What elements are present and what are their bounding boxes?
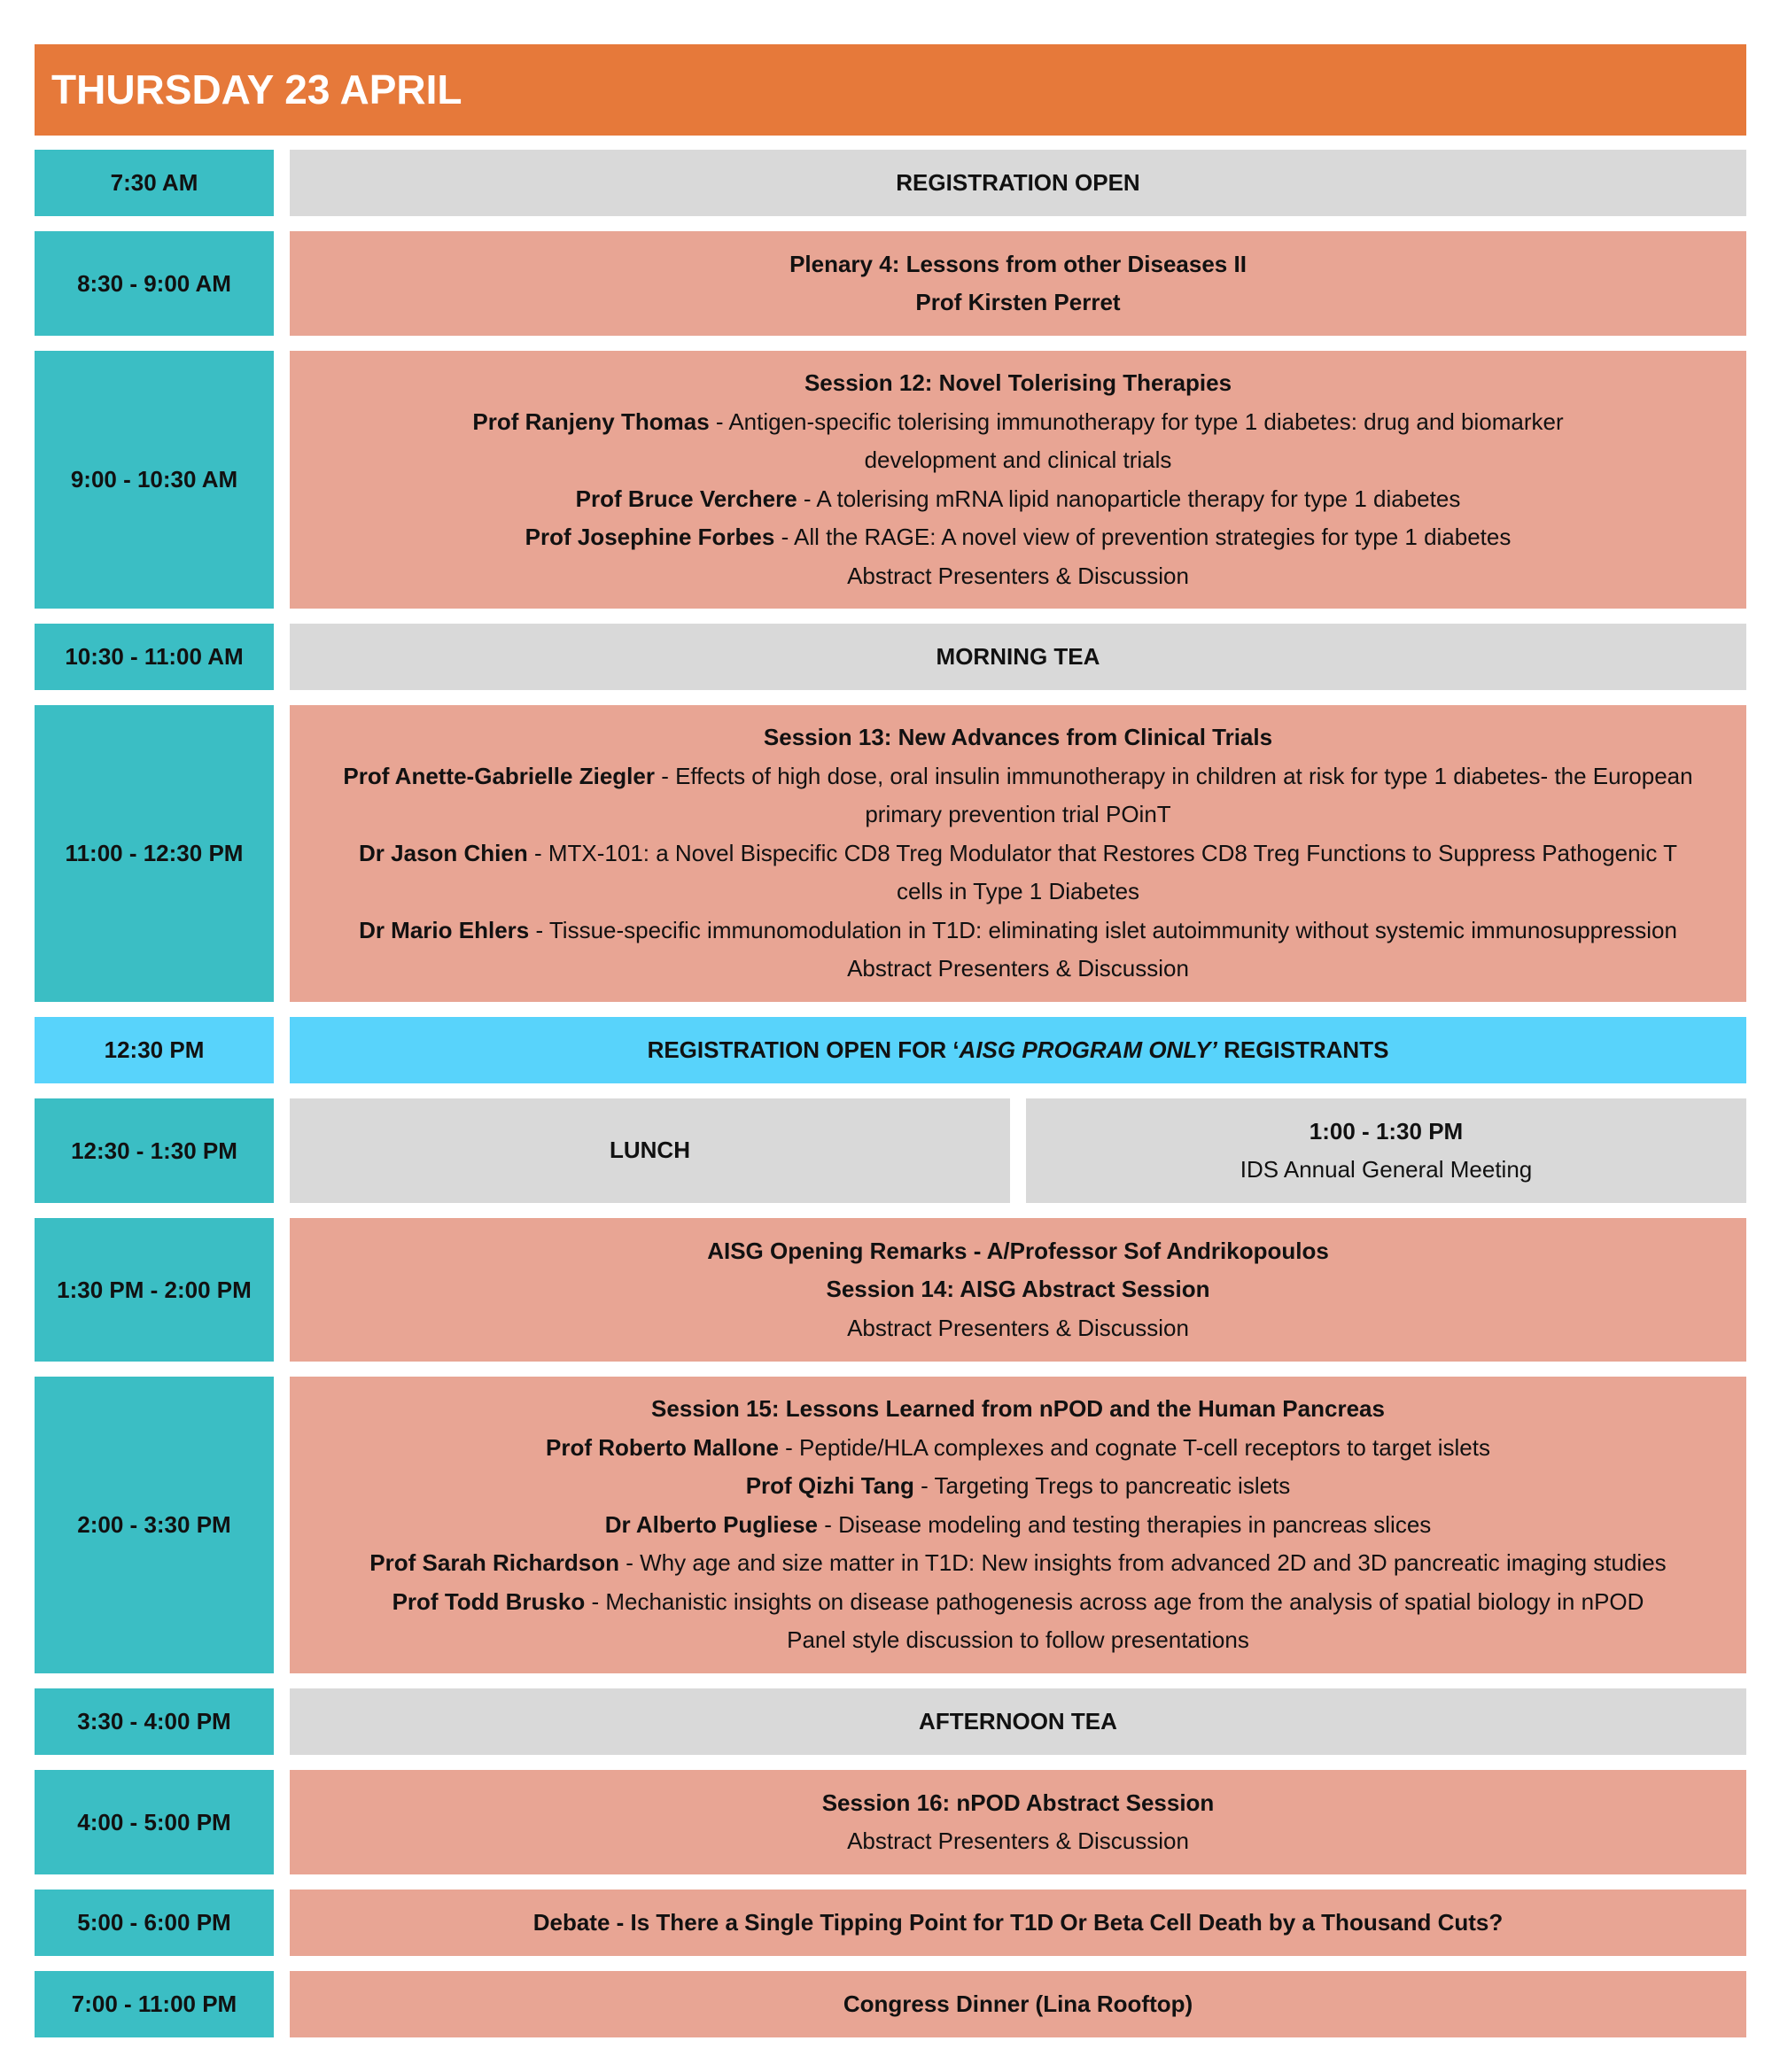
lunch-block <box>290 1098 1010 1203</box>
talk-title-continued: cells in Type 1 Diabetes <box>896 878 1140 905</box>
schedule-row <box>35 150 1746 216</box>
speaker-name: Dr Mario Ehlers <box>359 916 530 943</box>
talk-title: - Disease modeling and testing therapies in pancreas slices <box>818 1510 1432 1538</box>
registration-block <box>290 1017 1746 1083</box>
session-title: AFTERNOON TEA <box>919 1707 1117 1734</box>
talk-line <box>343 757 1692 796</box>
session-title: Session 15: Lessons Learned from nPOD and the Human Pancreas <box>651 1395 1385 1423</box>
speaker-name: Dr Jason Chien <box>359 839 528 866</box>
session-footer: Abstract Presenters & Discussion <box>847 562 1189 589</box>
time-slot: 12:30 PM <box>35 1017 274 1083</box>
session-footer: Abstract Presenters & Discussion <box>847 1314 1189 1341</box>
time-slot: 4:00 - 5:00 PM <box>35 1770 274 1874</box>
program-page <box>35 44 1746 2053</box>
break-block <box>290 1688 1746 1755</box>
schedule-row <box>35 1098 1746 1203</box>
time-slot: 9:00 - 10:30 AM <box>35 351 274 609</box>
session-title: Plenary 4: Lessons from other Diseases II <box>789 250 1247 277</box>
time-slot: 10:30 - 11:00 AM <box>35 624 274 690</box>
day-title: THURSDAY 23 APRIL <box>35 44 1746 136</box>
session-block <box>290 150 1746 216</box>
talk-line <box>546 1429 1490 1468</box>
talk-line <box>605 1506 1432 1545</box>
session-title: REGISTRATION OPEN <box>896 168 1140 196</box>
schedule-row <box>35 351 1746 609</box>
schedule <box>35 150 1746 2037</box>
session-block <box>290 705 1746 1002</box>
speaker-name: Prof Anette-Gabrielle Ziegler <box>343 762 655 789</box>
break-block <box>290 624 1746 690</box>
session-block <box>290 1218 1746 1362</box>
speaker-name: Prof Sarah Richardson <box>369 1549 620 1577</box>
speaker-name: Prof Kirsten Perret <box>915 289 1121 315</box>
session-title: MORNING TEA <box>936 642 1100 670</box>
schedule-row <box>35 705 1746 1002</box>
schedule-row <box>35 1017 1746 1083</box>
time-slot: 3:30 - 4:00 PM <box>35 1688 274 1755</box>
session-footer: Abstract Presenters & Discussion <box>847 955 1189 982</box>
talk-title: - Targeting Tregs to pancreatic islets <box>913 1472 1291 1500</box>
session-footer: Panel style discussion to follow presentations <box>787 1626 1249 1654</box>
lunch-label: LUNCH <box>610 1137 690 1164</box>
session-block <box>290 1377 1746 1673</box>
session-title: Session 12: Novel Tolerising Therapies <box>804 369 1232 396</box>
talk-title: - All the RAGE: A novel view of prevention strategies for type 1 diabetes <box>774 524 1512 550</box>
time-slot: 7:30 AM <box>35 150 274 216</box>
agm-label: IDS Annual General Meeting <box>1240 1156 1533 1183</box>
session-block <box>290 351 1746 609</box>
schedule-row <box>35 1377 1746 1673</box>
time-slot: 12:30 - 1:30 PM <box>35 1098 274 1203</box>
agm-time: 1:00 - 1:30 PM <box>1309 1117 1464 1145</box>
time-slot: 8:30 - 9:00 AM <box>35 231 274 336</box>
session-subtitle: Session 14: AISG Abstract Session <box>826 1276 1210 1303</box>
speaker-name: Prof Qizhi Tang <box>745 1472 914 1500</box>
time-slot: 1:30 PM - 2:00 PM <box>35 1218 274 1362</box>
talk-title: - Mechanistic insights on disease pathogenesis across age from the analysis of spatial biology in nPOD <box>585 1587 1644 1615</box>
talk-title-continued: development and clinical trials <box>864 446 1172 473</box>
speaker-name: Prof Josephine Forbes <box>525 524 775 550</box>
schedule-row <box>35 624 1746 690</box>
talk-line <box>746 1467 1291 1506</box>
time-slot: 5:00 - 6:00 PM <box>35 1890 274 1956</box>
session-title: Debate - Is There a Single Tipping Point for T1D Or Beta Cell Death by a Thousand Cuts? <box>532 1908 1504 1936</box>
talk-line <box>392 1583 1644 1622</box>
talk-line <box>525 518 1512 557</box>
talk-line <box>359 912 1677 951</box>
talk-title-continued: primary prevention trial POinT <box>865 801 1171 828</box>
session-title: Congress Dinner (Lina Rooftop) <box>843 1990 1193 2017</box>
session-title: Session 13: New Advances from Clinical Trials <box>763 724 1273 751</box>
talk-title: - Effects of high dose, oral insulin immunotherapy in children at risk for type 1 diabetes- the European <box>654 762 1693 789</box>
session-block <box>290 231 1746 336</box>
talk-title: - Antigen-specific tolerising immunotherapy for type 1 diabetes: drug and biomarker <box>709 407 1564 435</box>
agm-block <box>1026 1098 1746 1203</box>
schedule-row <box>35 1890 1746 1956</box>
talk-line <box>359 834 1677 873</box>
talk-line <box>369 1544 1666 1583</box>
session-footer: Abstract Presenters & Discussion <box>847 1828 1189 1854</box>
time-slot: 2:00 - 3:30 PM <box>35 1377 274 1673</box>
split-block <box>290 1098 1746 1203</box>
speaker-name: Prof Bruce Verchere <box>575 485 797 512</box>
talk-title: - A tolerising mRNA lipid nanoparticle therapy for type 1 diabetes <box>797 485 1461 512</box>
talk-title: - MTX-101: a Novel Bispecific CD8 Treg Modulator that Restores CD8 Treg Functions to Suppress Pathogenic T <box>527 839 1677 866</box>
session-title: REGISTRATION OPEN FOR ‘AISG PROGRAM ONLY’ REGISTRANTS <box>647 1036 1389 1063</box>
session-block <box>290 1971 1746 2037</box>
speaker-name: Prof Todd Brusko <box>392 1587 586 1615</box>
time-slot: 11:00 - 12:30 PM <box>35 705 274 1002</box>
schedule-row <box>35 1770 1746 1874</box>
schedule-row <box>35 1218 1746 1362</box>
speaker-name: Prof Roberto Mallone <box>546 1433 779 1461</box>
talk-line <box>576 480 1461 519</box>
speaker-name: Prof Ranjeny Thomas <box>472 407 710 435</box>
speaker-name: Dr Alberto Pugliese <box>604 1510 819 1538</box>
talk-title: - Why age and size matter in T1D: New insights from advanced 2D and 3D pancreatic imaging studies <box>619 1549 1667 1577</box>
talk-title: - Tissue-specific immunomodulation in T1D: eliminating islet autoimmunity without systemic immunosuppression <box>529 916 1677 943</box>
talk-line <box>472 403 1563 442</box>
talk-title: - Peptide/HLA complexes and cognate T-cell receptors to target islets <box>778 1433 1490 1461</box>
schedule-row <box>35 1971 1746 2037</box>
time-slot: 7:00 - 11:00 PM <box>35 1971 274 2037</box>
session-block <box>290 1770 1746 1874</box>
session-title: Session 16: nPOD Abstract Session <box>821 1789 1215 1816</box>
session-block <box>290 1890 1746 1956</box>
schedule-row <box>35 1688 1746 1755</box>
session-title: AISG Opening Remarks - A/Professor Sof Andrikopoulos <box>707 1237 1329 1264</box>
schedule-row <box>35 231 1746 336</box>
